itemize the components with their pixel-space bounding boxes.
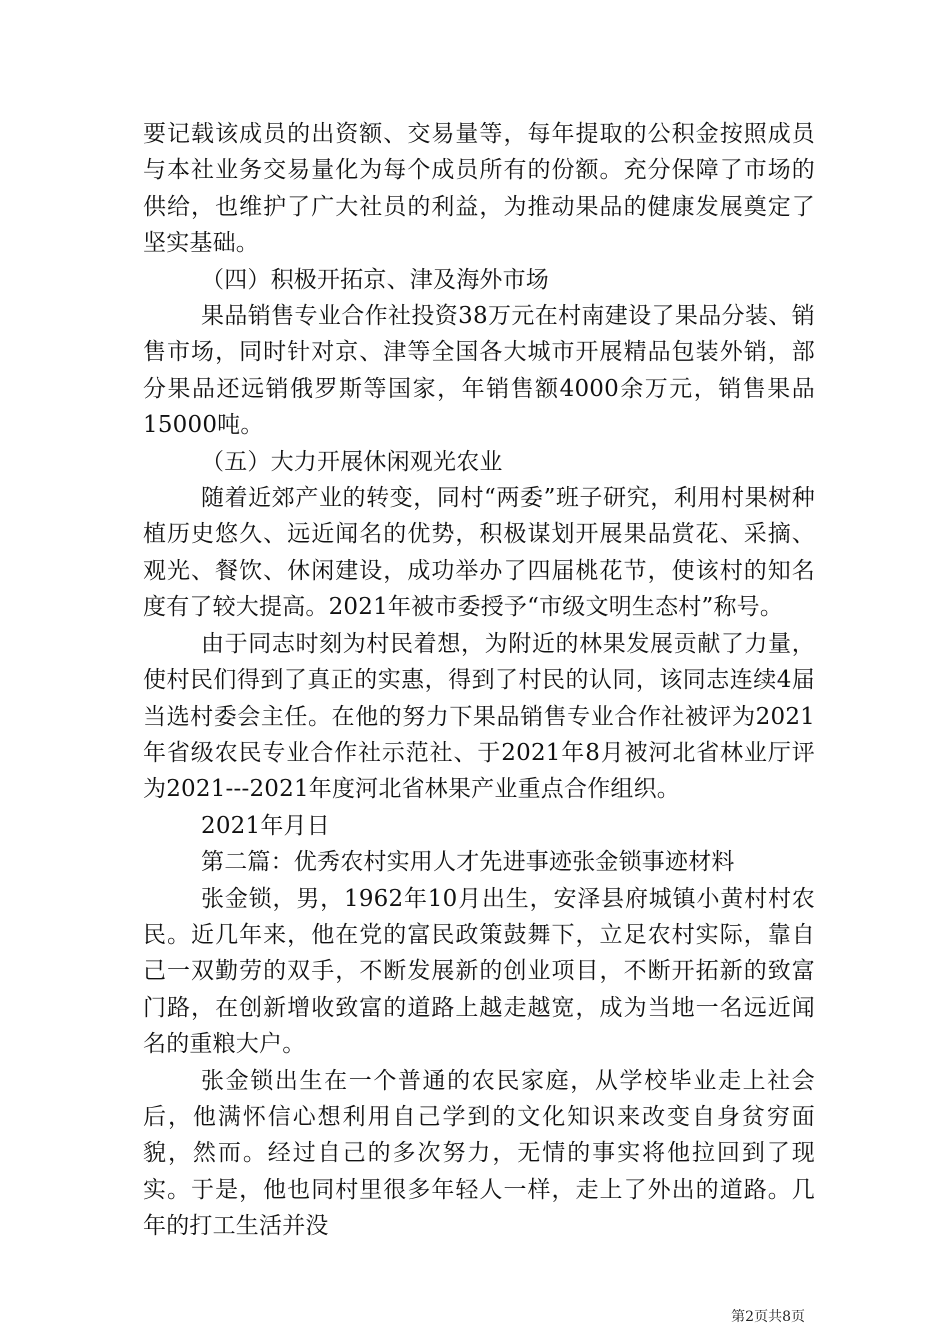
paragraph-introduction: 张金锁，男，1962年10月出生，安泽县府城镇小黄村村农民。近几年来，他在党的富民政策鼓舞下，立足农村实际，靠自己一双勤劳的双手，不断发展新的创业项目，不断开拓新的致富门路，在创新增收致富的道路上越走越宽，成为当地一名远近闻名的重粮大户。 <box>143 885 815 1058</box>
section-heading-5: （五）大力开展休闲观光农业 <box>201 448 503 475</box>
paragraph-achievements: 由于同志时刻为村民着想，为附近的林果发展贡献了力量，使村民们得到了真正的实惠，得到了村民的认同，该同志连续4届当选村委会主任。在他的努力下果品销售专业合作社被评为2021年省级农民专业合作社示范社、于2021年8月被河北省林业厅评为2021---2021年度河北省林果产业重点合作组织。 <box>143 630 815 803</box>
paragraph-market: 果品销售专业合作社投资38万元在村南建设了果品分装、销售市场，同时针对京、津等全国各大城市开展精品包装外销，部分果品还远销俄罗斯等国家，年销售额4000余万元，销售果品15000吨。 <box>143 303 815 439</box>
second-article-title: 第二篇：优秀农村实用人才先进事迹张金锁事迹材料 <box>201 849 735 876</box>
document-body <box>143 116 815 1245</box>
paragraph-tourism: 随着近郊产业的转变，同村“两委”班子研究，利用村果树种植历史悠久、远近闻名的优势，积极谋划开展果品赏花、采摘、观光、餐饮、休闲建设，成功举办了四届桃花节，使该村的知名度有了较大提高。2021年被市委授予“市级文明生态村”称号。 <box>143 485 815 621</box>
date-line: 2021年月日 <box>201 812 330 839</box>
paragraph-continuation: 要记载该成员的出资额、交易量等，每年提取的公积金按照成员与本社业务交易量化为每个成员所有的份额。充分保障了市场的供给，也维护了广大社员的利益，为推动果品的健康发展奠定了坚实基础。 <box>143 121 815 257</box>
paragraph-background: 张金锁出生在一个普通的农民家庭，从学校毕业走上社会后，他满怀信心想利用自己学到的文化知识来改变自身贫穷面貌，然而。经过自己的多次努力，无情的事实将他拉回到了现实。于是，他也同村里很多年轻人一样，走上了外出的道路。几年的打工生活并没 <box>143 1067 815 1240</box>
section-heading-4: （四）积极开拓京、津及海外市场 <box>201 266 549 293</box>
page-number: 第2页共8页 <box>731 1309 805 1325</box>
